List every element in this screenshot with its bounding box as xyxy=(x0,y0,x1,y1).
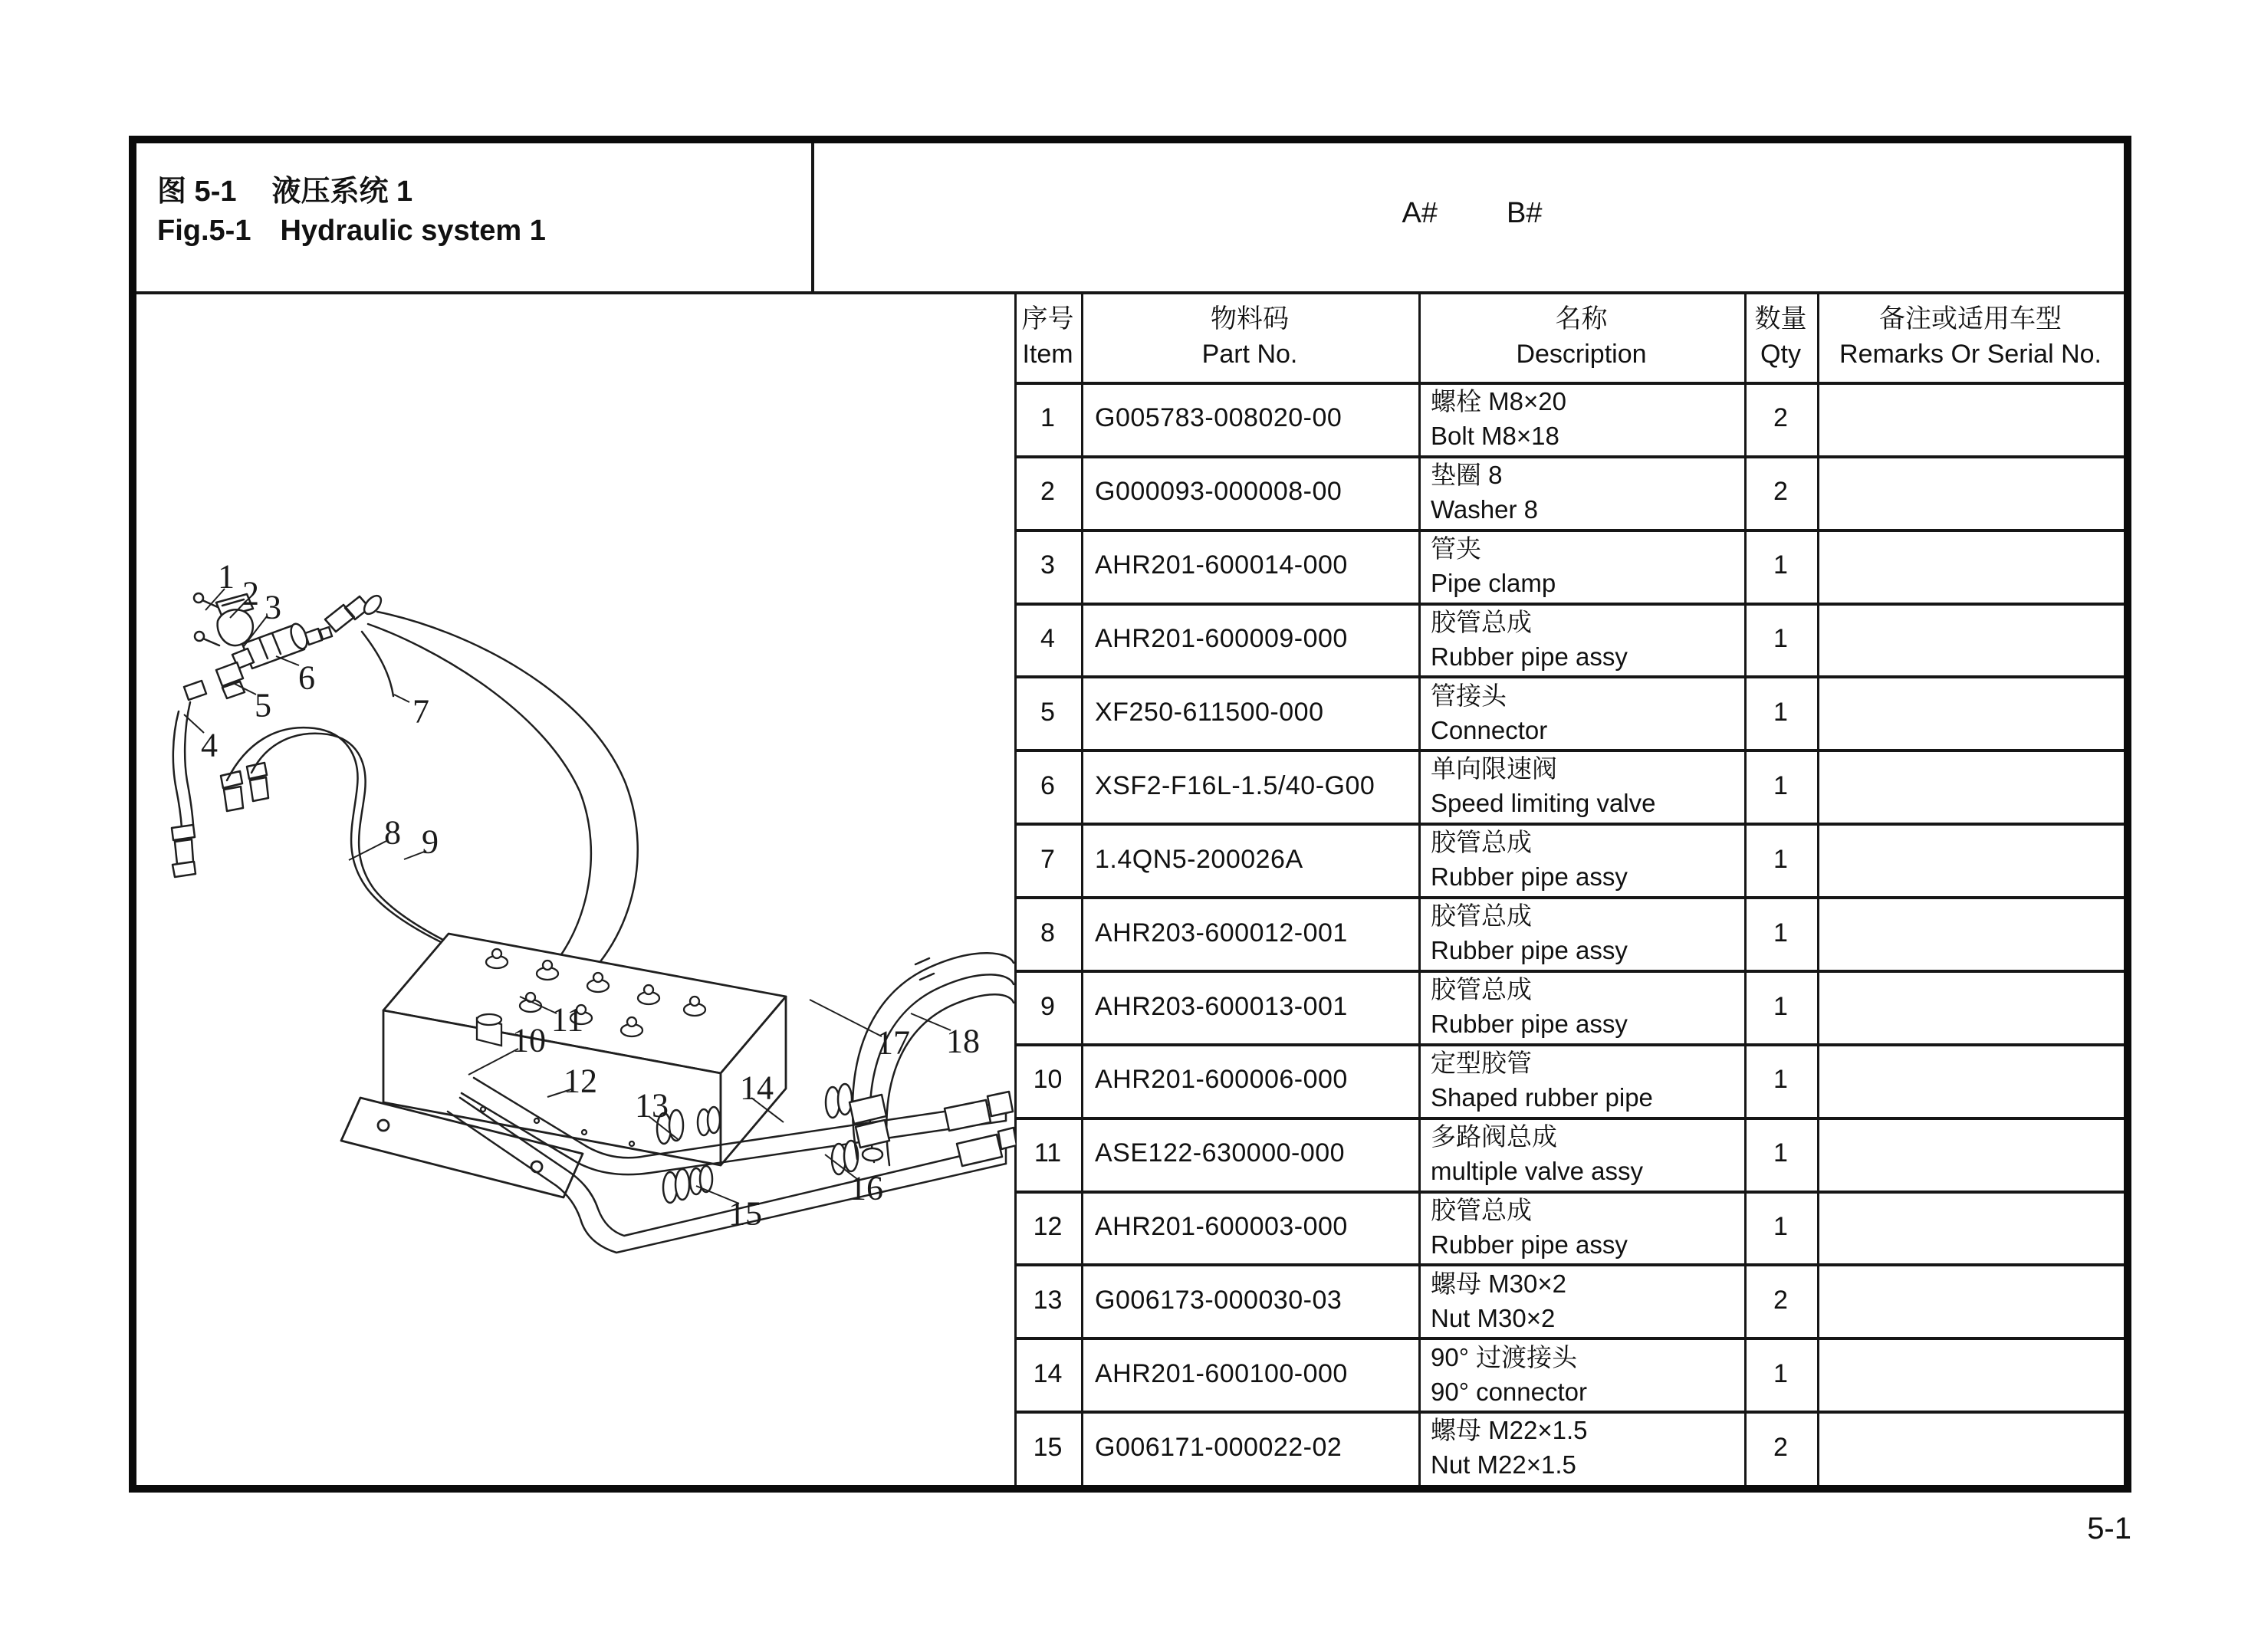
row-remarks xyxy=(1817,1043,2124,1117)
desc-cn: 胶管总成 xyxy=(1431,607,1532,636)
row-part-no: XSF2-F16L-1.5/40-G00 xyxy=(1095,770,1375,800)
header-desc xyxy=(1418,291,1744,382)
row-part-no: AHR203-600013-001 xyxy=(1095,991,1348,1021)
row-remarks xyxy=(1817,1117,2124,1191)
desc-cn: 胶管总成 xyxy=(1431,902,1532,931)
header-desc-en: Description xyxy=(1516,340,1647,369)
callout-16: 16 xyxy=(850,1169,883,1207)
row-remarks xyxy=(1817,1338,2124,1411)
row-part-no: XF250-611500-000 xyxy=(1095,698,1324,727)
figure-title-block xyxy=(157,167,546,262)
callout-11: 11 xyxy=(550,1000,584,1039)
figure-label-en: Fig.5-1 xyxy=(157,215,251,247)
row-qty: 2 xyxy=(1773,1432,1788,1462)
desc-en: Pipe clamp xyxy=(1431,568,1556,597)
callout-3: 3 xyxy=(265,588,281,626)
row-part-no: AHR201-600006-000 xyxy=(1095,1065,1348,1095)
desc-cn: 单向限速阀 xyxy=(1431,754,1557,783)
row-description xyxy=(1418,676,1744,750)
desc-en: Rubber pipe assy xyxy=(1431,936,1628,965)
row-item: 7 xyxy=(1040,844,1055,874)
row-qty: 1 xyxy=(1773,1212,1788,1242)
serial-a: A# xyxy=(1402,197,1438,229)
callout-10: 10 xyxy=(512,1021,546,1059)
desc-cn: 90° 过渡接头 xyxy=(1431,1342,1578,1371)
row-item: 12 xyxy=(1033,1212,1063,1242)
row-item: 5 xyxy=(1040,698,1055,727)
row-qty: 1 xyxy=(1773,770,1788,800)
row-part-no: G006171-000022-02 xyxy=(1095,1432,1342,1462)
row-item: 13 xyxy=(1033,1286,1063,1315)
callout-5: 5 xyxy=(255,686,271,724)
callout-1: 1 xyxy=(218,557,235,596)
row-part-no: G006173-000030-03 xyxy=(1095,1286,1342,1315)
row-qty: 1 xyxy=(1773,698,1788,727)
desc-en: Connector xyxy=(1431,715,1548,744)
row-description xyxy=(1418,1338,1744,1411)
row-part-no: AHR201-600100-000 xyxy=(1095,1359,1348,1389)
row-qty: 1 xyxy=(1773,918,1788,948)
figure-title-cn: 液压系统 1 xyxy=(271,176,413,208)
desc-cn: 螺栓 M8×20 xyxy=(1431,386,1566,415)
row-description xyxy=(1418,1043,1744,1117)
row-qty: 1 xyxy=(1773,844,1788,874)
row-part-no: G000093-000008-00 xyxy=(1095,477,1342,507)
row-item: 14 xyxy=(1033,1359,1063,1389)
header-qty xyxy=(1744,291,1817,382)
desc-en: Bolt M8×18 xyxy=(1431,421,1559,450)
row-qty: 1 xyxy=(1773,1138,1788,1168)
row-qty: 1 xyxy=(1773,1065,1788,1095)
row-item: 8 xyxy=(1040,918,1055,948)
header-item xyxy=(1014,291,1081,382)
desc-cn: 垫圈 8 xyxy=(1431,460,1503,489)
callout-17: 17 xyxy=(876,1023,910,1062)
row-qty: 1 xyxy=(1773,550,1788,580)
row-qty: 1 xyxy=(1773,991,1788,1021)
row-qty: 2 xyxy=(1773,1286,1788,1315)
header-qty-cn: 数量 xyxy=(1754,304,1807,333)
desc-cn: 胶管总成 xyxy=(1431,828,1532,857)
row-part-no: 1.4QN5-200026A xyxy=(1095,844,1303,874)
callout-18: 18 xyxy=(946,1022,980,1060)
callout-13: 13 xyxy=(635,1086,669,1125)
desc-en: Nut M22×1.5 xyxy=(1431,1450,1576,1480)
desc-cn: 胶管总成 xyxy=(1431,975,1532,1004)
row-remarks xyxy=(1817,676,2124,750)
desc-cn: 螺母 M22×1.5 xyxy=(1431,1416,1588,1445)
row-description xyxy=(1418,1191,1744,1264)
row-description xyxy=(1418,749,1744,823)
header-desc-cn: 名称 xyxy=(1555,304,1608,333)
row-remarks xyxy=(1817,382,2124,455)
desc-en: Rubber pipe assy xyxy=(1431,1230,1628,1259)
header-remarks xyxy=(1817,291,2124,382)
row-part-no: G005783-008020-00 xyxy=(1095,403,1342,433)
row-description xyxy=(1418,603,1744,676)
row-item: 11 xyxy=(1034,1138,1062,1168)
header-part xyxy=(1081,291,1418,382)
figure-title-cn-line xyxy=(157,167,546,215)
row-part-no: AHR201-600014-000 xyxy=(1095,550,1348,580)
header-remarks-cn: 备注或适用车型 xyxy=(1879,304,2062,333)
callout-2: 2 xyxy=(242,574,259,613)
desc-en: Washer 8 xyxy=(1431,494,1538,524)
row-part-no: AHR201-600009-000 xyxy=(1095,624,1348,654)
figure-title-en: Hydraulic system 1 xyxy=(280,215,546,247)
header-part-cn: 物料码 xyxy=(1211,304,1289,333)
row-remarks xyxy=(1817,603,2124,676)
figure-label-cn: 图 5-1 xyxy=(157,176,237,208)
row-remarks xyxy=(1817,1264,2124,1338)
hydraulic-diagram xyxy=(127,291,1016,1495)
row-description xyxy=(1418,970,1744,1043)
header-qty-en: Qty xyxy=(1760,340,1801,369)
desc-cn: 螺母 M30×2 xyxy=(1431,1269,1566,1298)
row-remarks xyxy=(1817,970,2124,1043)
serial-b: B# xyxy=(1507,197,1543,229)
row-description xyxy=(1418,529,1744,603)
desc-en: Shaped rubber pipe xyxy=(1431,1082,1653,1112)
row-description xyxy=(1418,1264,1744,1338)
row-part-no: AHR201-600003-000 xyxy=(1095,1212,1348,1242)
desc-en: Rubber pipe assy xyxy=(1431,642,1628,671)
row-qty: 1 xyxy=(1773,624,1788,654)
parts-table xyxy=(1014,291,2124,1485)
row-item: 6 xyxy=(1040,770,1055,800)
row-item: 9 xyxy=(1040,991,1055,1021)
header-item-en: Item xyxy=(1022,340,1073,369)
row-remarks xyxy=(1817,896,2124,970)
desc-en: 90° connector xyxy=(1431,1377,1587,1406)
callout-15: 15 xyxy=(728,1194,762,1233)
figure-title-en-line xyxy=(157,215,546,262)
row-remarks xyxy=(1817,749,2124,823)
row-description xyxy=(1418,896,1744,970)
row-item: 15 xyxy=(1033,1432,1063,1462)
callout-9: 9 xyxy=(422,823,439,861)
desc-cn: 管接头 xyxy=(1431,681,1507,710)
callout-4: 4 xyxy=(201,726,218,764)
callout-6: 6 xyxy=(298,659,315,697)
row-remarks xyxy=(1817,1191,2124,1264)
header-item-cn: 序号 xyxy=(1021,304,1074,333)
page-number: 5-1 xyxy=(2087,1512,2131,1545)
desc-cn: 管夹 xyxy=(1431,534,1481,563)
header-remarks-en: Remarks Or Serial No. xyxy=(1839,340,2102,369)
row-remarks xyxy=(1817,823,2124,896)
row-qty: 2 xyxy=(1773,477,1788,507)
row-description xyxy=(1418,1411,1744,1484)
desc-cn: 多路阀总成 xyxy=(1431,1122,1557,1151)
row-part-no: AHR203-600012-001 xyxy=(1095,918,1348,948)
header-part-en: Part No. xyxy=(1201,340,1298,369)
row-item: 1 xyxy=(1040,403,1055,433)
row-item: 10 xyxy=(1033,1065,1063,1095)
row-item: 2 xyxy=(1040,477,1055,507)
row-remarks xyxy=(1817,529,2124,603)
row-item: 4 xyxy=(1040,624,1055,654)
hydraulic-diagram-svg xyxy=(127,291,1016,1495)
row-remarks xyxy=(1817,1411,2124,1484)
serial-header xyxy=(813,136,2131,291)
callout-12: 12 xyxy=(564,1062,597,1100)
desc-en: Rubber pipe assy xyxy=(1431,1010,1628,1039)
desc-en: Rubber pipe assy xyxy=(1431,862,1628,892)
callout-7: 7 xyxy=(412,692,429,731)
row-qty: 2 xyxy=(1773,403,1788,433)
row-description xyxy=(1418,823,1744,896)
desc-cn: 定型胶管 xyxy=(1431,1048,1532,1077)
desc-cn: 胶管总成 xyxy=(1431,1195,1532,1224)
desc-en: Speed limiting valve xyxy=(1431,789,1656,818)
callout-14: 14 xyxy=(740,1069,774,1107)
row-item: 3 xyxy=(1040,550,1055,580)
row-description xyxy=(1418,1117,1744,1191)
desc-en: Nut M30×2 xyxy=(1431,1303,1556,1332)
row-description xyxy=(1418,382,1744,455)
callout-8: 8 xyxy=(384,813,401,852)
row-part-no: ASE122-630000-000 xyxy=(1095,1138,1346,1168)
row-description xyxy=(1418,455,1744,529)
row-qty: 1 xyxy=(1773,1359,1788,1389)
desc-en: multiple valve assy xyxy=(1431,1156,1643,1185)
row-remarks xyxy=(1817,455,2124,529)
